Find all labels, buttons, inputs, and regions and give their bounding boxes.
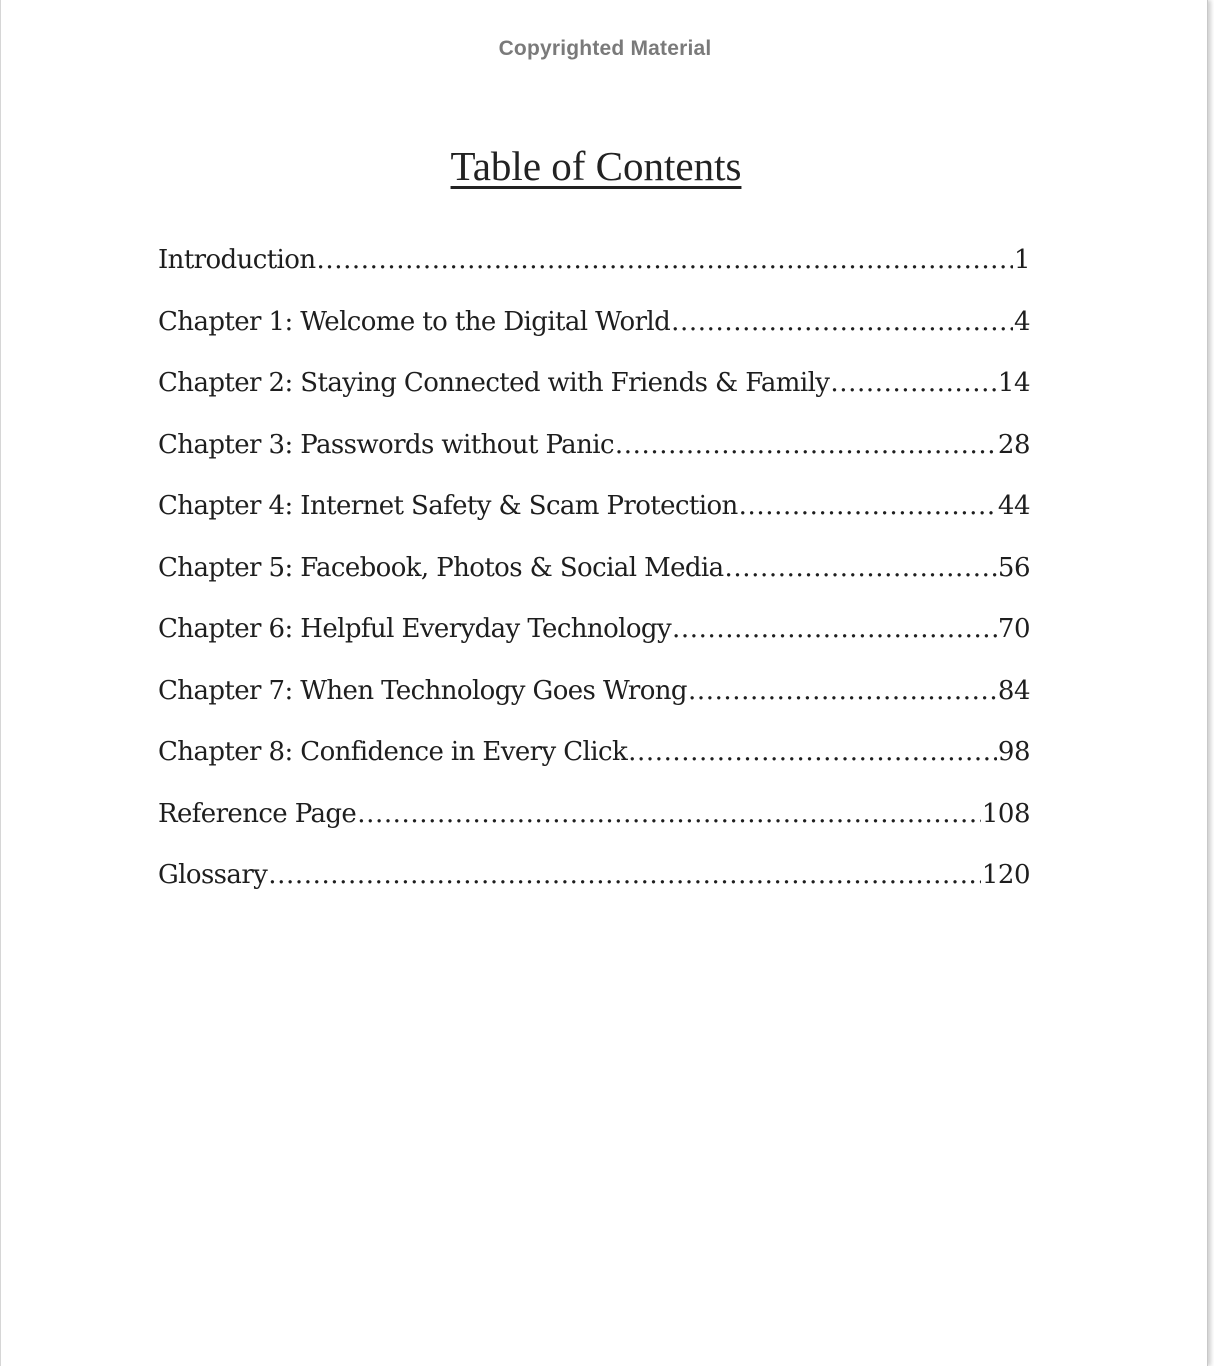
toc-list xyxy=(158,245,1030,922)
toc-dot-leader xyxy=(357,799,981,829)
toc-dot-leader xyxy=(628,737,997,767)
toc-entry-reference-page[interactable] xyxy=(158,799,1030,861)
toc-entry-label: Chapter 1: Welcome to the Digital World xyxy=(158,306,671,337)
toc-entry-label: Reference Page xyxy=(158,798,357,829)
toc-entry-page: 4 xyxy=(1013,306,1030,337)
toc-entry-label: Chapter 6: Helpful Everyday Technology xyxy=(158,614,672,644)
copyright-notice: Copyrighted Material xyxy=(498,37,712,60)
toc-entry-label: Glossary xyxy=(158,860,268,890)
toc-entry-page: 1 xyxy=(1013,245,1030,275)
toc-entry-label: Chapter 5: Facebook, Photos & Social Media xyxy=(158,552,724,583)
toc-entry-page: 108 xyxy=(981,798,1030,829)
toc-dot-leader xyxy=(688,676,997,706)
toc-entry-chapter-2[interactable] xyxy=(158,368,1030,430)
toc-entry-label: Chapter 2: Staying Connected with Friends & Family xyxy=(158,368,830,398)
toc-entry-chapter-7[interactable] xyxy=(158,676,1030,738)
toc-dot-leader xyxy=(316,245,1012,275)
toc-entry-label: Chapter 4: Internet Safety & Scam Protection xyxy=(158,491,738,521)
toc-dot-leader xyxy=(725,553,997,583)
toc-entry-page: 28 xyxy=(997,429,1030,460)
toc-entry-page: 44 xyxy=(997,491,1030,521)
toc-dot-leader xyxy=(268,860,981,890)
toc-dot-leader xyxy=(830,368,997,398)
toc-dot-leader xyxy=(615,430,997,460)
toc-dot-leader xyxy=(672,614,997,644)
toc-entry-page: 98 xyxy=(997,737,1030,767)
toc-entry-page: 56 xyxy=(997,552,1030,583)
toc-entry-glossary[interactable] xyxy=(158,860,1030,922)
toc-heading xyxy=(1,142,1191,190)
toc-entry-label: Introduction xyxy=(158,245,316,275)
toc-entry-page: 14 xyxy=(997,368,1030,398)
toc-entry-label: Chapter 3: Passwords without Panic xyxy=(158,429,614,460)
toc-entry-chapter-6[interactable] xyxy=(158,614,1030,676)
toc-entry-chapter-4[interactable] xyxy=(158,491,1030,553)
toc-entry-label: Chapter 8: Confidence in Every Click xyxy=(158,737,628,767)
toc-title: Table of Contents xyxy=(450,143,742,189)
toc-entry-chapter-8[interactable] xyxy=(158,737,1030,799)
toc-entry-page: 120 xyxy=(981,860,1030,890)
toc-entry-page: 84 xyxy=(997,675,1030,706)
toc-entry-chapter-3[interactable] xyxy=(158,430,1030,492)
toc-dot-leader xyxy=(671,307,1013,337)
toc-entry-chapter-1[interactable] xyxy=(158,307,1030,369)
toc-entry-page: 70 xyxy=(997,614,1030,644)
toc-entry-label: Chapter 7: When Technology Goes Wrong xyxy=(158,675,687,706)
toc-entry-introduction[interactable] xyxy=(158,245,1030,307)
toc-dot-leader xyxy=(739,491,997,521)
toc-entry-chapter-5[interactable] xyxy=(158,553,1030,615)
